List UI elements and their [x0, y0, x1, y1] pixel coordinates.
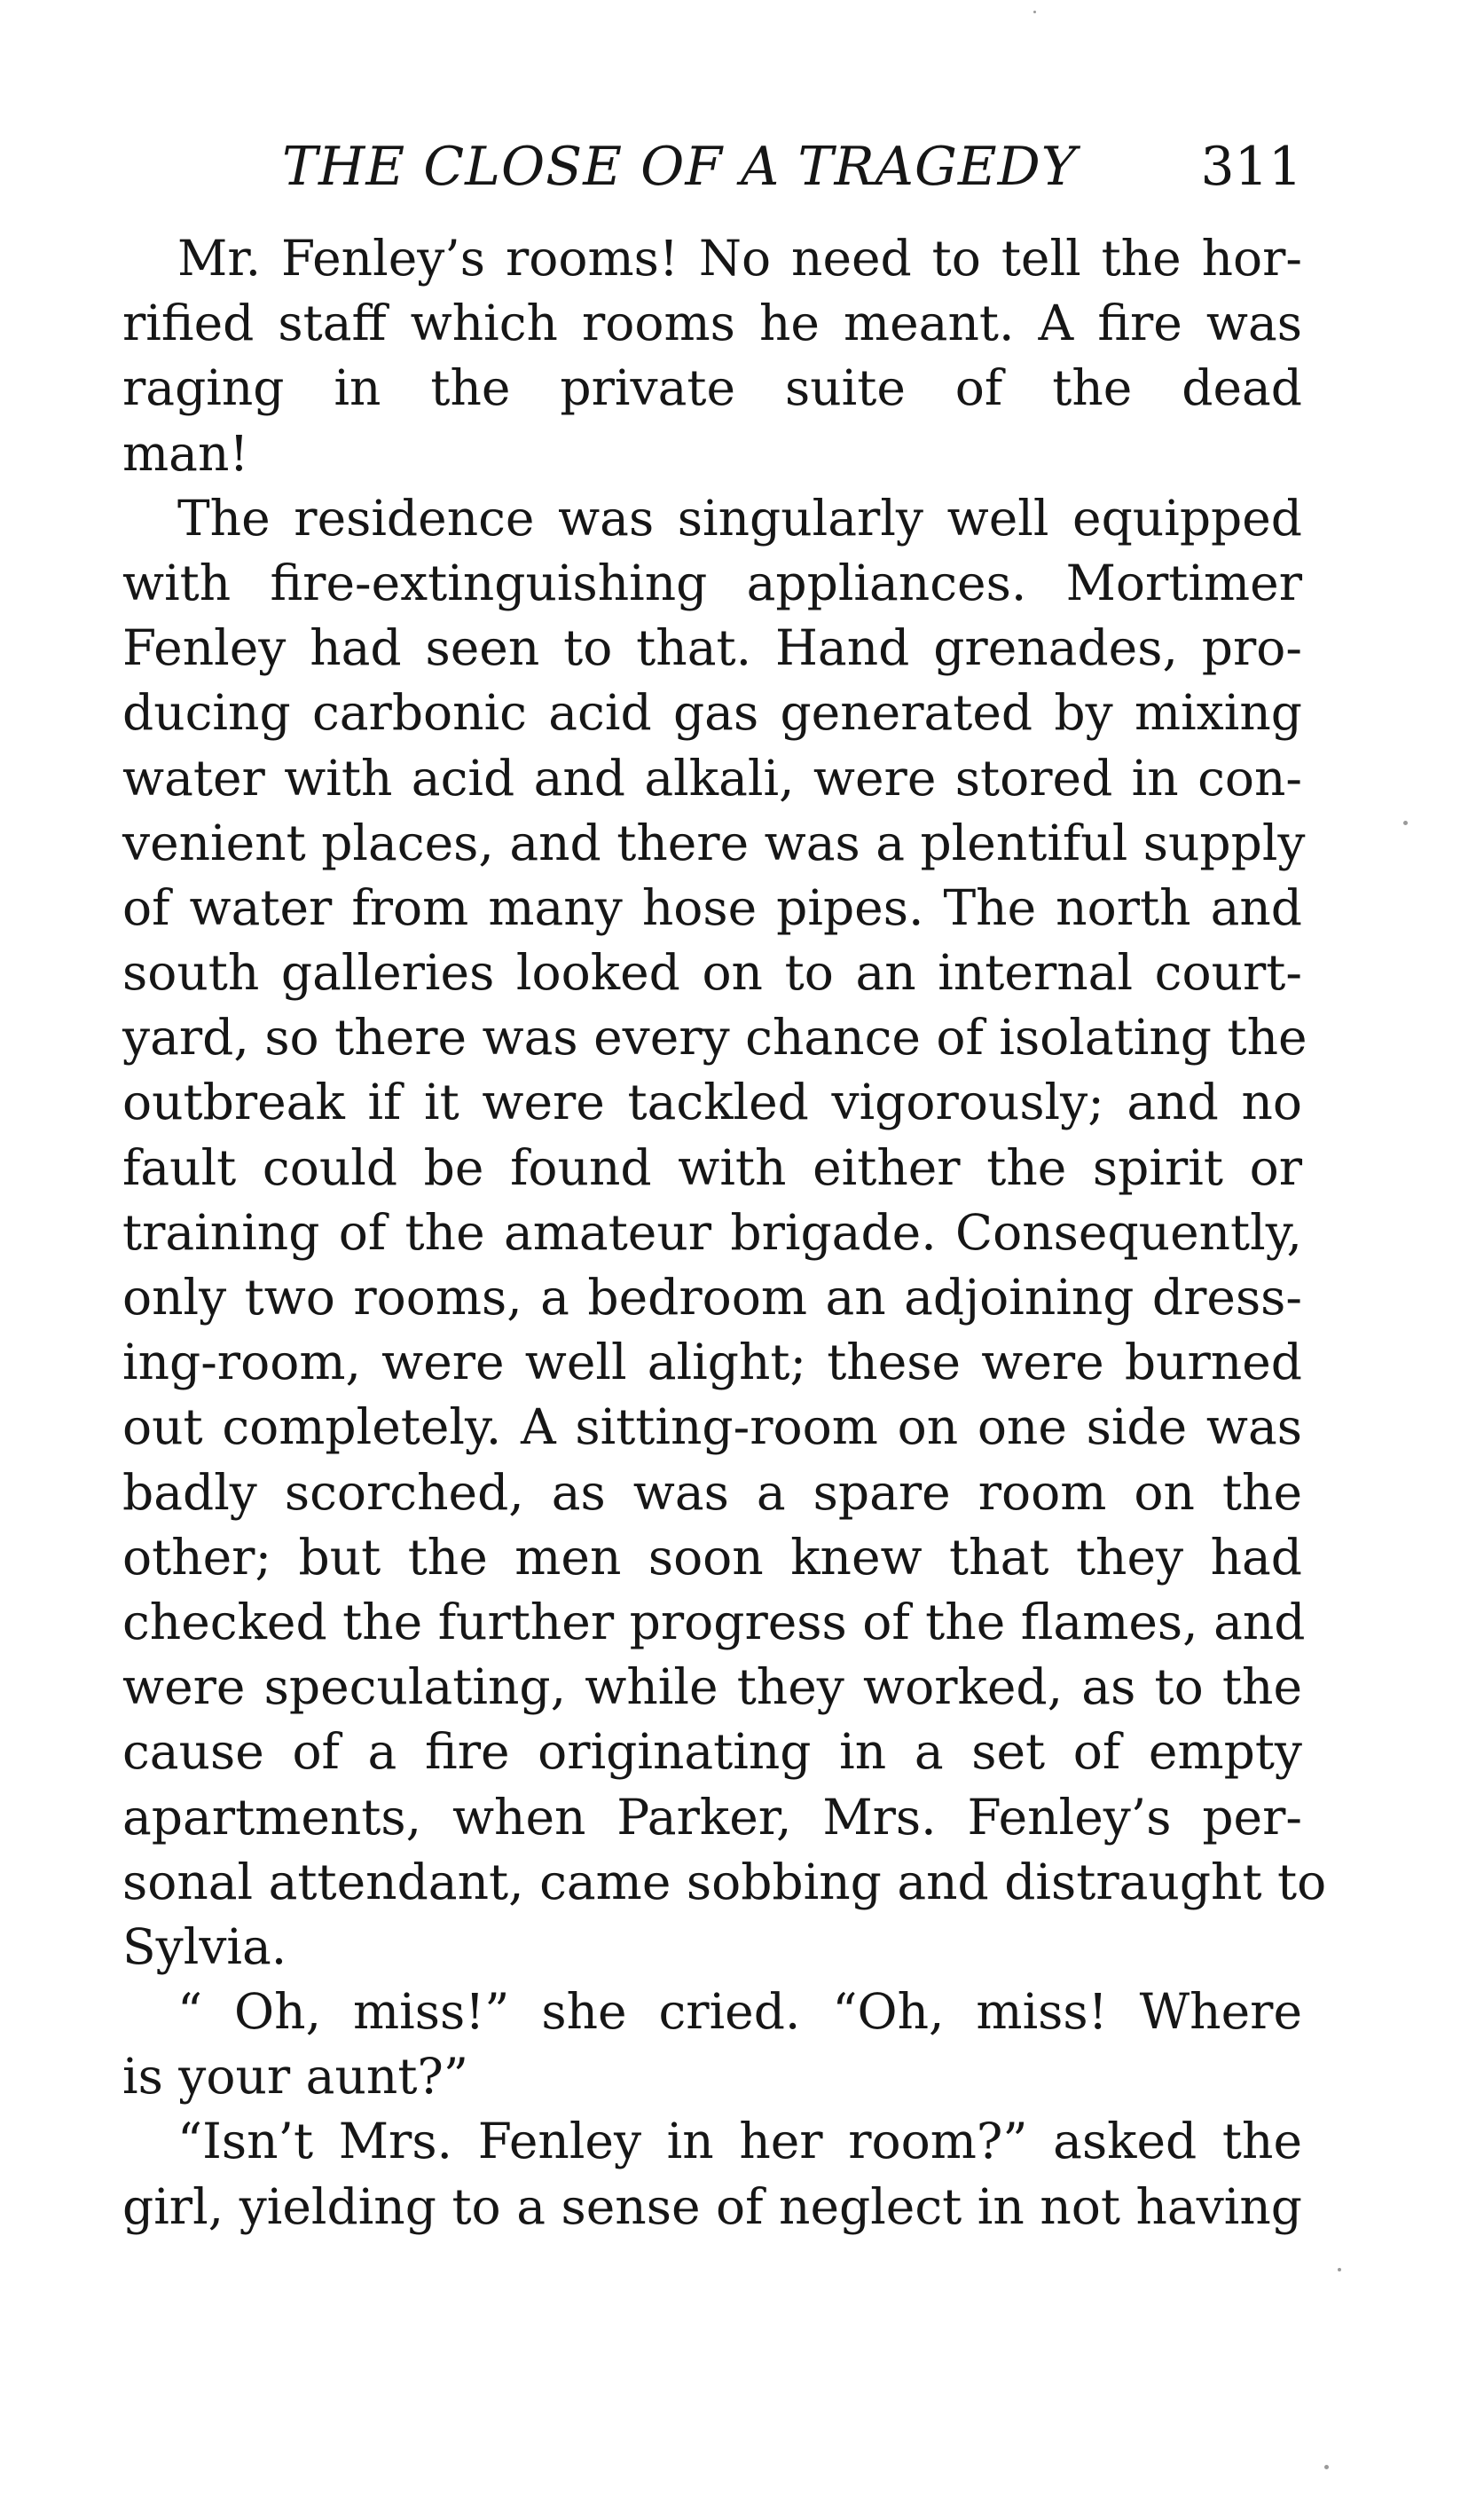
- text-line: Sylvia.: [122, 1917, 287, 1975]
- running-title: THE CLOSE OF A TRAGEDY: [282, 136, 1078, 198]
- body-text: [122, 226, 1327, 2240]
- text-line: checked the further progress of the flames, and: [122, 1593, 1306, 1650]
- page-number: 311: [1200, 136, 1302, 198]
- text-line: “ Oh, miss!” she cried. “Oh, miss! Where: [177, 1983, 1302, 2041]
- paper-speck: [1324, 2465, 1329, 2469]
- text-line: south galleries looked on to an internal court-: [122, 944, 1302, 1002]
- text-line: fault could be found with either the spirit or: [122, 1138, 1302, 1196]
- text-line: ing-room, were well alight; these were burned: [122, 1334, 1302, 1391]
- text-line: Mr. Fenley’s rooms! No need to tell the hor-: [177, 230, 1302, 287]
- text-line: yard, so there was every chance of isolating the: [122, 1009, 1307, 1067]
- text-line: other; but the men soon knew that they had: [122, 1528, 1302, 1586]
- text-line: cause of a fire originating in a set of empty: [122, 1723, 1302, 1781]
- text-line: apartments, when Parker, Mrs. Fenley’s per-: [122, 1788, 1302, 1846]
- text-line: Fenley had seen to that. Hand grenades, pro-: [122, 619, 1302, 677]
- text-line: ducing carbonic acid gas generated by mixing: [122, 684, 1302, 742]
- text-line: “Isn’t Mrs. Fenley in her room?” asked the: [177, 2113, 1302, 2170]
- text-line: venient places, and there was a plentiful supply: [122, 814, 1306, 871]
- text-line: out completely. A sitting-room on one side was: [122, 1398, 1302, 1456]
- text-line: girl, yielding to a sense of neglect in not having: [122, 2177, 1302, 2235]
- text-line: is your aunt?”: [122, 2048, 469, 2106]
- text-line: were speculating, while they worked, as to the: [122, 1658, 1302, 1716]
- paper-speck: [1338, 2268, 1341, 2271]
- running-head: [122, 131, 1302, 202]
- text-line: of water from many hose pipes. The north and: [122, 878, 1302, 936]
- text-line: with fire-extinguishing appliances. Mortimer: [122, 554, 1302, 611]
- text-line: training of the amateur brigade. Consequently,: [122, 1203, 1302, 1261]
- text-line: only two rooms, a bedroom an adjoining dress-: [122, 1269, 1302, 1326]
- text-line: man!: [122, 424, 249, 482]
- paper-speck: [1403, 821, 1408, 825]
- text-line: The residence was singularly well equipped: [177, 489, 1302, 547]
- paper-speck: [1033, 11, 1036, 13]
- text-line: outbreak if it were tackled vigorously; and no: [122, 1074, 1302, 1131]
- text-line: sonal attendant, came sobbing and distraught to: [122, 1853, 1327, 1910]
- text-line: water with acid and alkali, were stored in con-: [122, 749, 1302, 807]
- text-line: rified staff which rooms he meant. A fire was: [122, 295, 1302, 352]
- text-line: raging in the private suite of the dead: [122, 359, 1302, 417]
- text-line: badly scorched, as was a spare room on the: [122, 1463, 1302, 1521]
